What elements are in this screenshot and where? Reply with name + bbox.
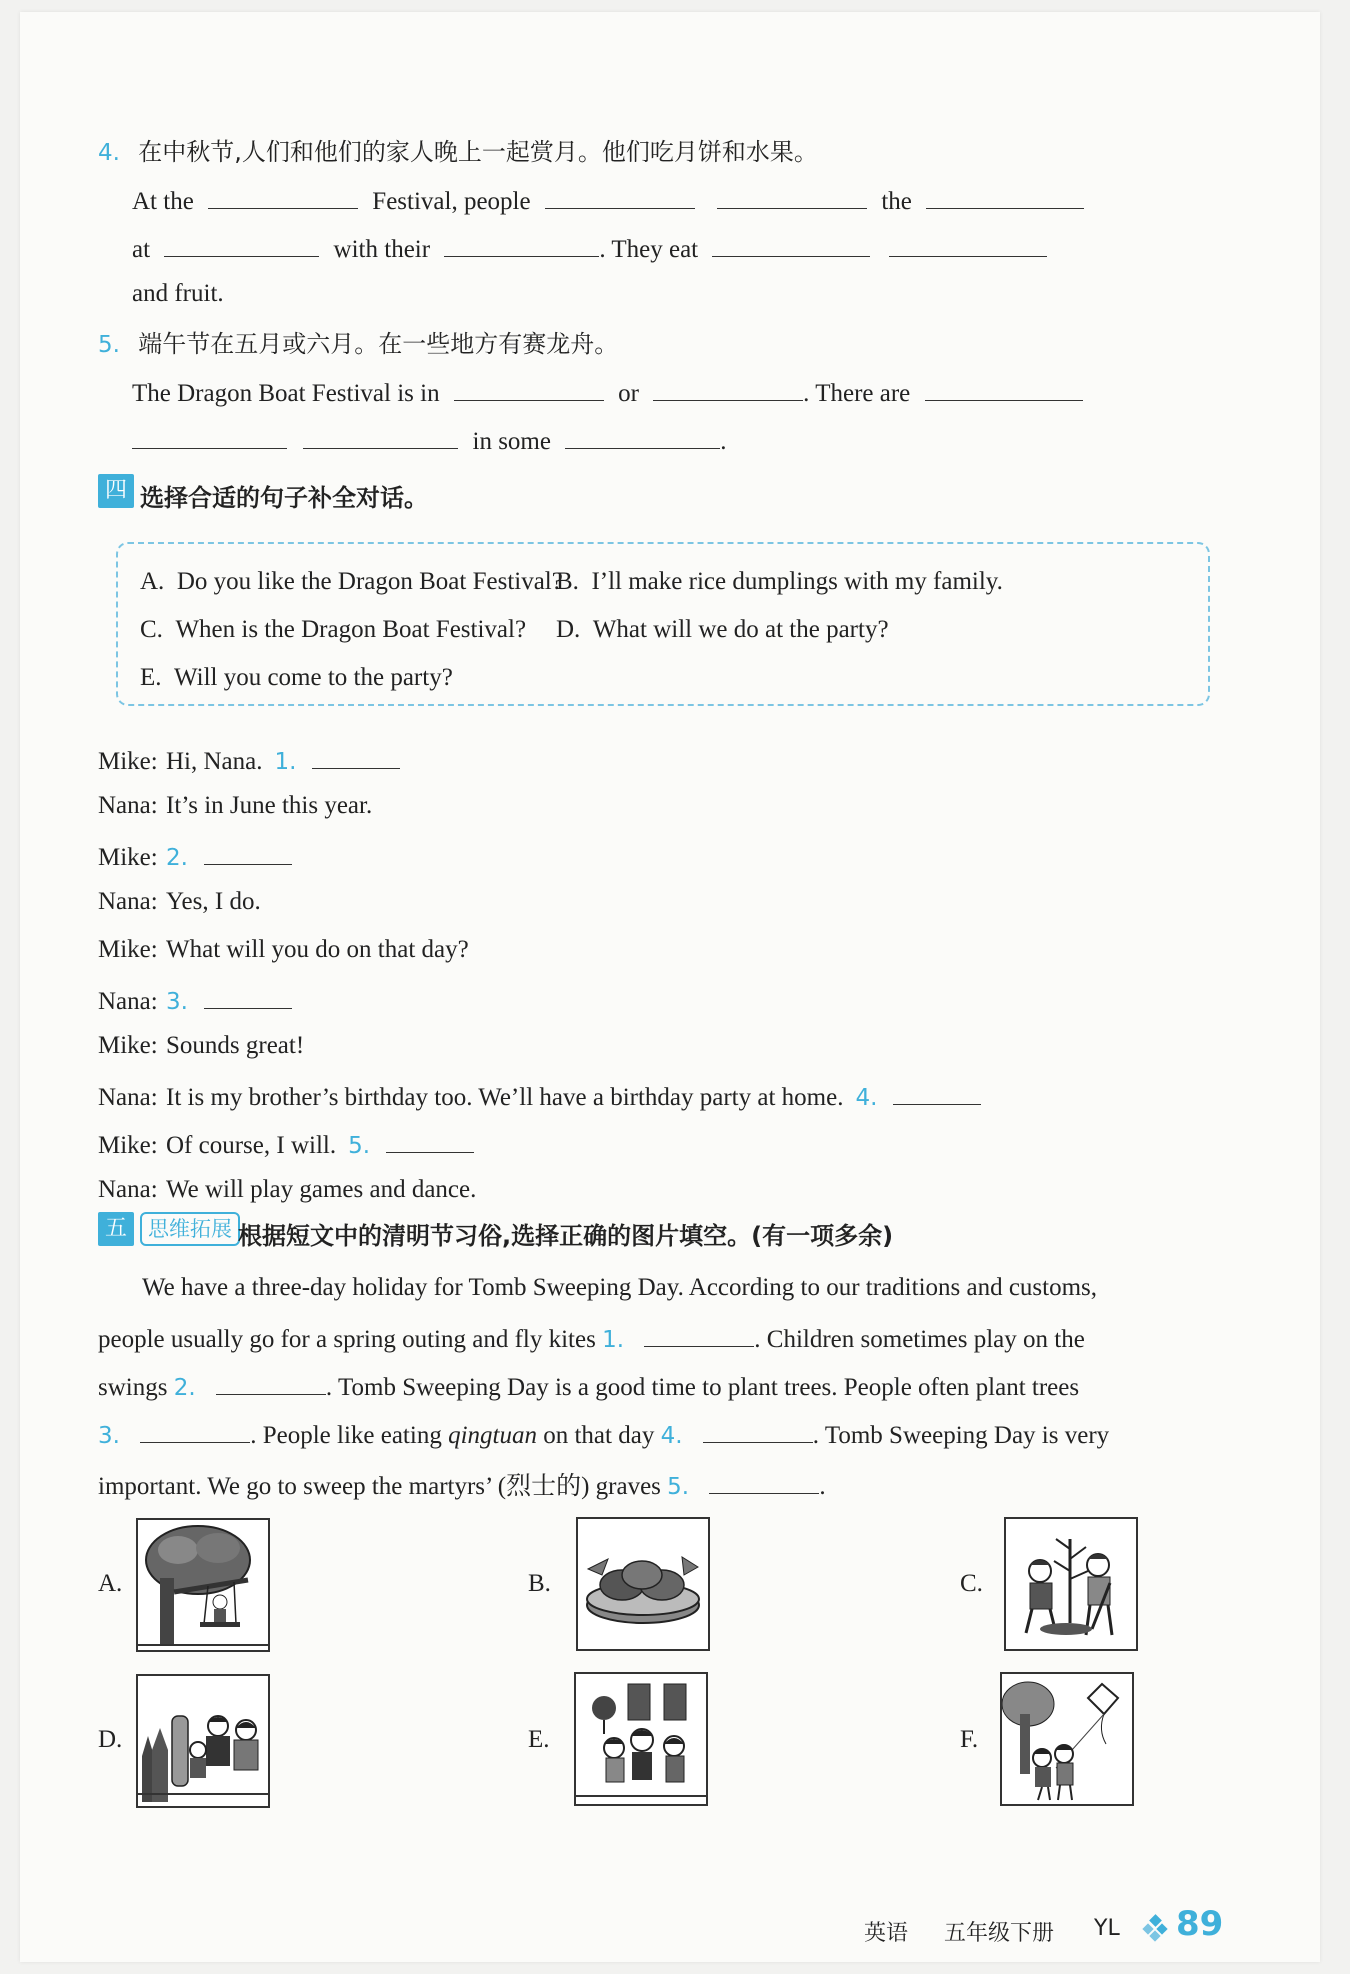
- speaker: Mike:: [98, 844, 158, 871]
- option-d: D. What will we do at the party?: [556, 616, 889, 643]
- section-4-badge: 四: [98, 474, 134, 508]
- dialog-text: What will you do on that day?: [166, 936, 469, 963]
- diamond-icon: [1142, 1914, 1170, 1942]
- blank[interactable]: [208, 184, 358, 209]
- thinking-tag: 思维拓展: [140, 1212, 240, 1246]
- dialog-line: [98, 744, 400, 776]
- blank[interactable]: [644, 1322, 754, 1347]
- speaker: Nana:: [98, 1176, 158, 1203]
- dialog-text: Sounds great!: [166, 1032, 305, 1059]
- speaker: Mike:: [98, 1132, 158, 1159]
- page-number: 89: [1176, 1904, 1224, 1944]
- picture-label-b: B.: [528, 1570, 551, 1597]
- dialog-line: [98, 888, 261, 916]
- dialog-line: [98, 984, 292, 1016]
- dialog-line: [98, 936, 469, 964]
- workbook-page: [20, 12, 1320, 1962]
- dialog-text: Of course, I will.: [166, 1132, 337, 1159]
- answer-blank[interactable]: [386, 1128, 474, 1153]
- picture-label-d: D.: [98, 1726, 123, 1753]
- speaker: Mike:: [98, 936, 158, 963]
- dialog-text: It’s in June this year.: [166, 792, 373, 819]
- q4-line-3: and fruit.: [132, 280, 224, 307]
- blank[interactable]: [454, 376, 604, 401]
- speaker: Mike:: [98, 1032, 158, 1059]
- blank[interactable]: [140, 1418, 250, 1443]
- answer-blank[interactable]: [204, 984, 292, 1009]
- blank[interactable]: [709, 1469, 819, 1494]
- blank[interactable]: [216, 1370, 326, 1395]
- q5-line-2: in some .: [132, 424, 726, 456]
- blank[interactable]: [703, 1418, 813, 1443]
- picture-label-a: A.: [98, 1570, 123, 1597]
- passage-line-3: swings 2. . Tomb Sweeping Day is a good time to plant trees. People often plant trees: [98, 1370, 1079, 1402]
- picture-b-qingtuan-icon[interactable]: [576, 1517, 710, 1651]
- q5-number: 5.: [98, 332, 120, 358]
- option-c: C. When is the Dragon Boat Festival?: [140, 616, 527, 643]
- speaker: Mike:: [98, 748, 158, 775]
- blank[interactable]: [717, 184, 867, 209]
- q4-chinese: 4. 在中秋节,人们和他们的家人晚上一起赏月。他们吃月饼和水果。: [98, 138, 818, 166]
- dialog-text: Hi, Nana.: [166, 748, 263, 775]
- footer-subject: 英语: [864, 1921, 909, 1946]
- passage-line-2: people usually go for a spring outing and fly kites 1. . Children sometimes play on the: [98, 1322, 1085, 1354]
- option-a: A. Do you like the Dragon Boat Festival?: [140, 568, 563, 595]
- answer-blank[interactable]: [312, 744, 400, 769]
- blank[interactable]: [889, 232, 1047, 257]
- blank[interactable]: [712, 232, 870, 257]
- section-4-title: 选择合适的句子补全对话。: [140, 484, 428, 512]
- blank[interactable]: [565, 424, 720, 449]
- footer-edition: YL: [1094, 1916, 1120, 1941]
- dialog-line: [98, 1032, 304, 1060]
- q4-line-2: at with their . They eat: [132, 232, 1047, 264]
- blank[interactable]: [926, 184, 1084, 209]
- picture-f-fly-kites-icon[interactable]: [1000, 1672, 1134, 1806]
- dialog-line: [98, 1080, 981, 1112]
- dialog-text: Yes, I do.: [166, 888, 261, 915]
- footer-grade: 五年级下册: [944, 1921, 1055, 1946]
- blank[interactable]: [303, 424, 458, 449]
- dialog-line: [98, 1128, 474, 1160]
- q4-line-1: At the Festival, people the: [132, 184, 1084, 216]
- speaker: Nana:: [98, 988, 158, 1015]
- dialog-text: We will play games and dance.: [166, 1176, 477, 1203]
- dialog-line: [98, 792, 372, 820]
- picture-a-swing-icon[interactable]: [136, 1518, 270, 1652]
- option-e: E. Will you come to the party?: [140, 664, 453, 691]
- picture-label-e: E.: [528, 1726, 550, 1753]
- question-number: 3.: [166, 989, 188, 1015]
- answer-blank[interactable]: [893, 1080, 981, 1105]
- question-number: 2.: [166, 845, 188, 871]
- section-5-badge: 五: [98, 1212, 134, 1246]
- dialog-text: It is my brother’s birthday too. We’ll have a birthday party at home.: [166, 1084, 844, 1111]
- answer-blank[interactable]: [204, 840, 292, 865]
- passage-line-1: We have a three-day holiday for Tomb Sweeping Day. According to our traditions and customs,: [142, 1274, 1098, 1301]
- q5-chinese: 5. 端午节在五月或六月。在一些地方有赛龙舟。: [98, 330, 619, 358]
- blank[interactable]: [653, 376, 803, 401]
- section-5-title: 根据短文中的清明节习俗,选择正确的图片填空。(有一项多余): [238, 1222, 894, 1250]
- blank[interactable]: [925, 376, 1083, 401]
- question-number: 4.: [855, 1085, 878, 1111]
- blank[interactable]: [164, 232, 319, 257]
- speaker: Nana:: [98, 1084, 158, 1111]
- speaker: Nana:: [98, 888, 158, 915]
- passage-line-4: 3. . People like eating qingtuan on that day 4. . Tomb Sweeping Day is very: [98, 1418, 1109, 1450]
- dialog-line: [98, 840, 292, 872]
- blank[interactable]: [444, 232, 599, 257]
- blank[interactable]: [545, 184, 695, 209]
- passage-line-5: important. We go to sweep the martyrs’ (烈士的) graves 5. .: [98, 1466, 826, 1502]
- q4-number: 4.: [98, 140, 120, 166]
- blank[interactable]: [132, 424, 287, 449]
- question-number: 1.: [274, 749, 297, 775]
- dialog-line: [98, 1176, 476, 1204]
- picture-d-sweep-graves-icon[interactable]: [136, 1674, 270, 1808]
- question-number: 5.: [348, 1133, 371, 1159]
- picture-label-c: C.: [960, 1570, 983, 1597]
- picture-c-plant-trees-icon[interactable]: [1004, 1517, 1138, 1651]
- picture-label-f: F.: [960, 1726, 979, 1753]
- picture-e-children-icon[interactable]: [574, 1672, 708, 1806]
- q5-line-1: The Dragon Boat Festival is in or . There are: [132, 376, 1083, 408]
- speaker: Nana:: [98, 792, 158, 819]
- option-b: B. I’ll make rice dumplings with my family.: [556, 568, 1003, 595]
